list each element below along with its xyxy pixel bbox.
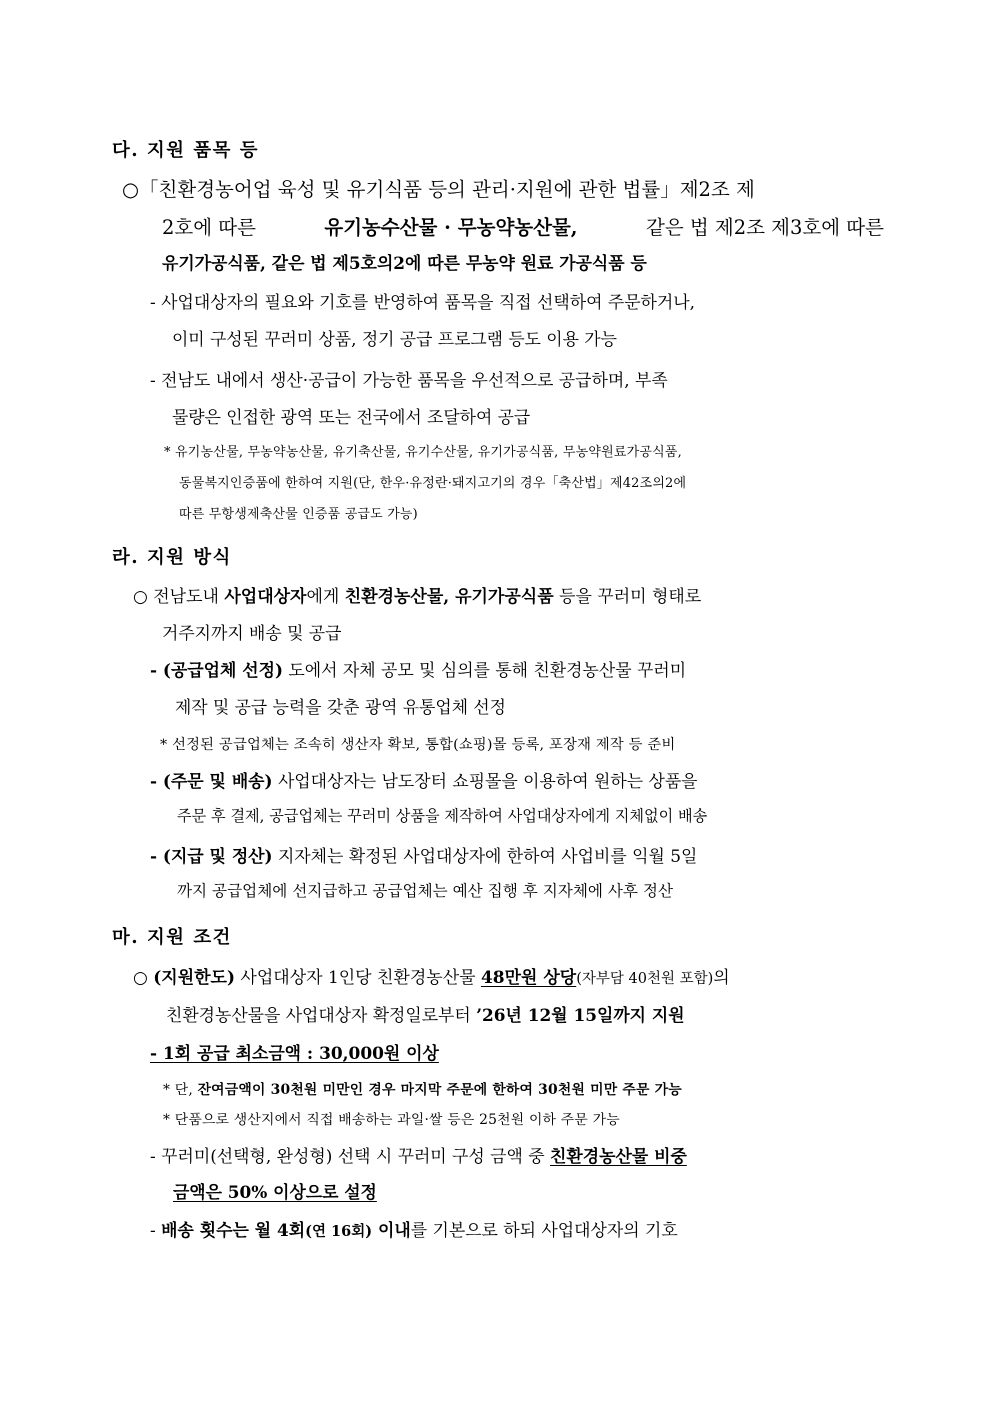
text-run: 2호에 따른 bbox=[162, 216, 263, 239]
footnote-line: * 선정된 공급업체는 조속히 생산자 확보, 통합(쇼핑)몰 등록, 포장재 제작 등 준비 bbox=[160, 737, 676, 753]
section-heading: 다. 지원 품목 등 bbox=[112, 140, 259, 161]
small-text: (자부담 40천원 포함) bbox=[576, 971, 714, 987]
bullet-line bbox=[150, 1148, 992, 1165]
section-heading: 마. 지원 조건 bbox=[112, 927, 232, 948]
text-run: 친환경농산물을 사업대상자 확정일로부터 bbox=[166, 1005, 477, 1025]
text-run: 에게 bbox=[306, 587, 345, 607]
paragraph-line: ○「친환경농어업 육성 및 유기식품 등의 관리·지원에 관한 법률」제2조 제 bbox=[122, 178, 755, 201]
bullet-line: - 전남도 내에서 생산·공급이 가능한 품목을 우선적으로 공급하며, 부족 bbox=[150, 370, 668, 390]
bold-text: 배송 횟수는 월 4회 bbox=[161, 1220, 306, 1240]
text-run: 도에서 자체 공모 및 심의를 통해 친환경농산물 꾸러미 bbox=[283, 660, 687, 680]
text-run: - 꾸러미(선택형, 완성형) 선택 시 꾸러미 구성 금액 중 bbox=[150, 1146, 551, 1166]
paragraph-line bbox=[162, 218, 884, 238]
paragraph-line: 거주지까지 배송 및 공급 bbox=[162, 623, 342, 643]
bold-text: 잔여금액이 30천원 미만인 경우 마지막 주문에 한하여 30천원 미만 주문 가능 bbox=[197, 1082, 682, 1098]
text-run: 사업대상자는 남도장터 쇼핑몰을 이용하여 원하는 상품을 bbox=[272, 771, 698, 791]
text-run: 의 bbox=[713, 968, 730, 988]
bold-text: 사업대상자 bbox=[224, 587, 307, 607]
underlined-bold-text: 친환경농산물 비중 bbox=[550, 1146, 687, 1166]
text-run: - bbox=[150, 1220, 162, 1240]
footnote-line bbox=[163, 1084, 992, 1098]
bullet-line bbox=[150, 1045, 992, 1062]
paragraph-line bbox=[166, 1007, 992, 1024]
underlined-bold-text: 48만원 상당 bbox=[480, 968, 577, 988]
bullet-line: 주문 후 결제, 공급업체는 꾸러미 상품을 제작하여 사업대상자에게 지체없이 배송 bbox=[177, 807, 708, 825]
text-run: 사업대상자 1인당 친환경농산물 bbox=[235, 968, 481, 988]
footnote-line: * 유기농산물, 무농약농산물, 유기축산물, 유기수산물, 유기가공식품, 무농약원료가공식품, bbox=[164, 445, 682, 460]
bold-text: - (지급 및 정산) bbox=[150, 846, 273, 866]
footnote-line: 따른 무항생제축산물 인증품 공급도 가능) bbox=[179, 507, 418, 522]
bold-text: - (주문 및 배송) bbox=[150, 771, 273, 791]
text-run: * 단, bbox=[163, 1082, 198, 1098]
bold-text: 유기농수산물 · 무농약농산물, bbox=[324, 216, 578, 239]
bullet-line bbox=[150, 848, 992, 865]
bullet-line: 물량은 인접한 광역 또는 전국에서 조달하여 공급 bbox=[172, 407, 531, 427]
underlined-bold-text: - 1회 공급 최소금액 : 30,000원 이상 bbox=[150, 1043, 439, 1063]
bullet-line bbox=[150, 662, 992, 679]
underlined-bold-text: 금액은 50% 이상으로 설정 bbox=[173, 1182, 377, 1202]
bold-text: 유기가공식품, 같은 법 제5호의2에 따른 무농약 원료 가공식품 등 bbox=[162, 253, 647, 273]
section-heading: 라. 지원 방식 bbox=[112, 547, 232, 568]
text-run: 를 기본으로 하되 사업대상자의 기호 bbox=[410, 1220, 678, 1240]
bold-text: - (공급업체 선정) bbox=[150, 660, 284, 680]
paragraph-line-bold bbox=[162, 255, 992, 272]
bold-text: 이내 bbox=[372, 1220, 411, 1240]
bullet-line: 까지 공급업체에 선지급하고 공급업체는 예산 집행 후 지자체에 사후 정산 bbox=[177, 882, 674, 900]
bold-text: 친환경농산물, 유기가공식품 bbox=[344, 587, 554, 607]
text-run: 등을 꾸러미 형태로 bbox=[553, 587, 702, 607]
small-bold-text: (연 16회) bbox=[305, 1223, 373, 1240]
text-run: ○ bbox=[133, 968, 154, 988]
bold-text: ’26년 12월 15일까지 지원 bbox=[476, 1005, 685, 1025]
text-run: ○ 전남도내 bbox=[133, 587, 225, 607]
paragraph-line bbox=[133, 970, 992, 987]
bullet-line: 이미 구성된 꾸러미 상품, 정기 공급 프로그램 등도 이용 가능 bbox=[172, 329, 617, 349]
text-run: 같은 법 제2조 제3호에 따른 bbox=[639, 216, 884, 239]
bullet-line: 제작 및 공급 능력을 갖춘 광역 유통업체 선정 bbox=[175, 697, 506, 717]
bold-text: (지원한도) bbox=[153, 968, 236, 988]
text-run: 지자체는 확정된 사업대상자에 한하여 사업비를 익월 5일 bbox=[272, 846, 698, 866]
bullet-line bbox=[150, 1222, 992, 1240]
footnote-line: * 단품으로 생산지에서 직접 배송하는 과일·쌀 등은 25천원 이하 주문 가능 bbox=[163, 1112, 620, 1128]
bullet-line bbox=[150, 773, 992, 790]
paragraph-line bbox=[133, 589, 992, 606]
bullet-line: - 사업대상자의 필요와 기호를 반영하여 품목을 직접 선택하여 주문하거나, bbox=[150, 292, 696, 312]
bullet-line bbox=[173, 1184, 992, 1201]
footnote-line: 동물복지인증품에 한하여 지원(단, 한우·유정란·돼지고기의 경우「축산법」제42조의2에 bbox=[179, 476, 687, 491]
